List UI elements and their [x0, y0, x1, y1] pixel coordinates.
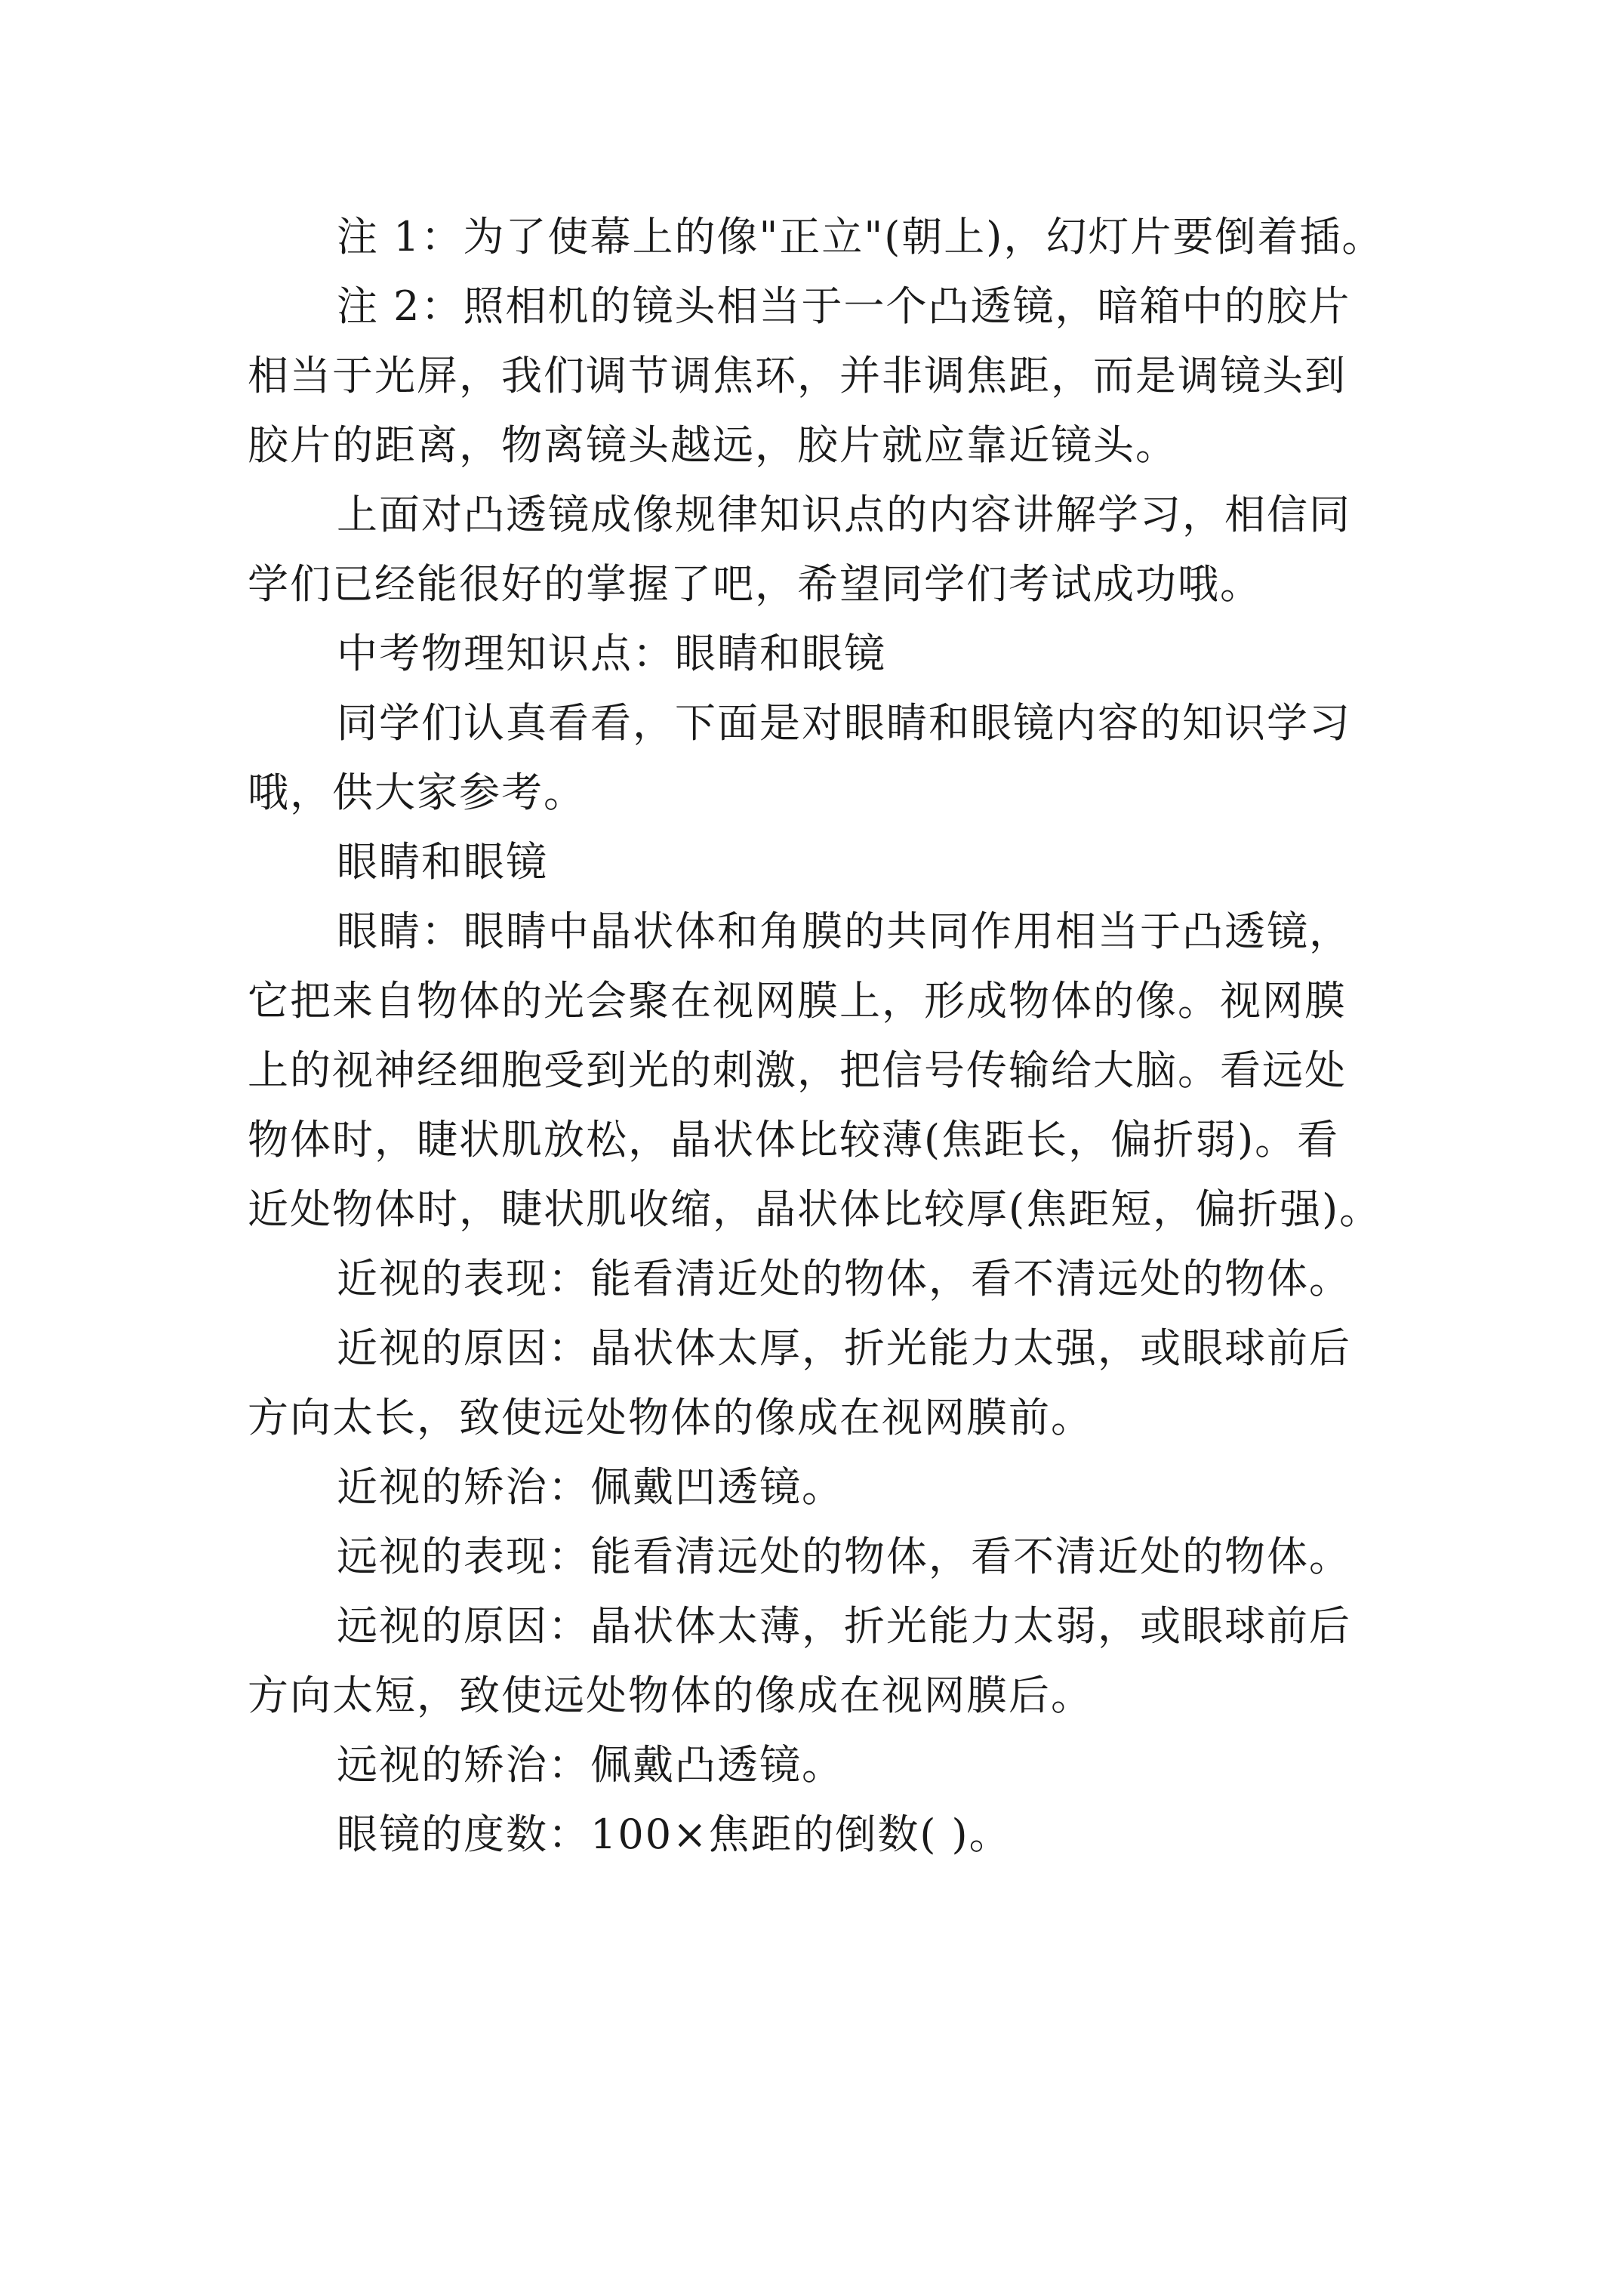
text-line: 近视的原因：晶状体太厚，折光能力太强，或眼球前后 — [337, 1324, 1351, 1372]
paragraph-lens-power — [248, 1800, 1440, 1869]
paragraph-intro — [248, 689, 1440, 827]
paragraph-myopia-correction — [248, 1453, 1440, 1522]
paragraph-note-1 — [248, 202, 1440, 272]
text-line: 物体时，睫状肌放松，晶状体比较薄(焦距长，偏折弱)。看 — [248, 1116, 1340, 1163]
subsection-heading — [248, 827, 1440, 897]
paragraph-hyperopia-correction — [248, 1730, 1440, 1800]
text-line: 方向太长，致使远处物体的像成在视网膜前。 — [248, 1394, 1093, 1441]
paragraph-eye — [248, 897, 1440, 1244]
text-line: 同学们认真看看，下面是对眼睛和眼镜内容的知识学习 — [337, 699, 1351, 747]
text-line: 它把来自物体的光会聚在视网膜上，形成物体的像。视网膜 — [248, 977, 1347, 1025]
text-line: 眼睛：眼睛中晶状体和角膜的共同作用相当于凸透镜， — [337, 908, 1351, 955]
paragraph-note-2 — [248, 272, 1440, 480]
text-line: 近视的矫治：佩戴凹透镜。 — [337, 1463, 844, 1511]
text-line: 上面对凸透镜成像规律知识点的内容讲解学习，相信同 — [337, 491, 1351, 538]
text-line: 远视的表现：能看清远处的物体，看不清近处的物体。 — [337, 1533, 1351, 1580]
text-line: 相当于光屏，我们调节调焦环，并非调焦距，而是调镜头到 — [248, 352, 1347, 399]
text-line: 中考物理知识点：眼睛和眼镜 — [337, 630, 886, 677]
paragraph-myopia-symptom — [248, 1244, 1440, 1314]
text-line: 远视的矫治：佩戴凸透镜。 — [337, 1741, 844, 1789]
text-line: 眼睛和眼镜 — [337, 838, 548, 886]
text-line: 眼镜的度数：100×焦距的倒数( )。 — [337, 1811, 1012, 1858]
text-line: 胶片的距离，物离镜头越远，胶片就应靠近镜头。 — [248, 421, 1178, 469]
text-line: 注 1：为了使幕上的像"正立"(朝上)，幻灯片要倒着插。 — [337, 213, 1384, 260]
text-line: 学们已经能很好的掌握了吧，希望同学们考试成功哦。 — [248, 560, 1262, 608]
text-line: 上的视神经细胞受到光的刺激，把信号传输给大脑。看远处 — [248, 1046, 1347, 1094]
text-line: 哦，供大家参考。 — [248, 769, 586, 816]
paragraph-hyperopia-cause — [248, 1592, 1440, 1730]
text-line: 近处物体时，睫状肌收缩，晶状体比较厚(焦距短，偏折强)。 — [248, 1185, 1382, 1233]
paragraph-hyperopia-symptom — [248, 1522, 1440, 1592]
section-heading — [248, 619, 1440, 689]
document-body — [248, 202, 1440, 1869]
paragraph-myopia-cause — [248, 1314, 1440, 1453]
paragraph-summary — [248, 480, 1440, 619]
text-line: 近视的表现：能看清近处的物体，看不清远处的物体。 — [337, 1255, 1351, 1302]
text-line: 注 2：照相机的镜头相当于一个凸透镜，暗箱中的胶片 — [337, 282, 1351, 330]
text-line: 远视的原因：晶状体太薄，折光能力太弱，或眼球前后 — [337, 1602, 1351, 1650]
text-line: 方向太短，致使远处物体的像成在视网膜后。 — [248, 1672, 1093, 1719]
